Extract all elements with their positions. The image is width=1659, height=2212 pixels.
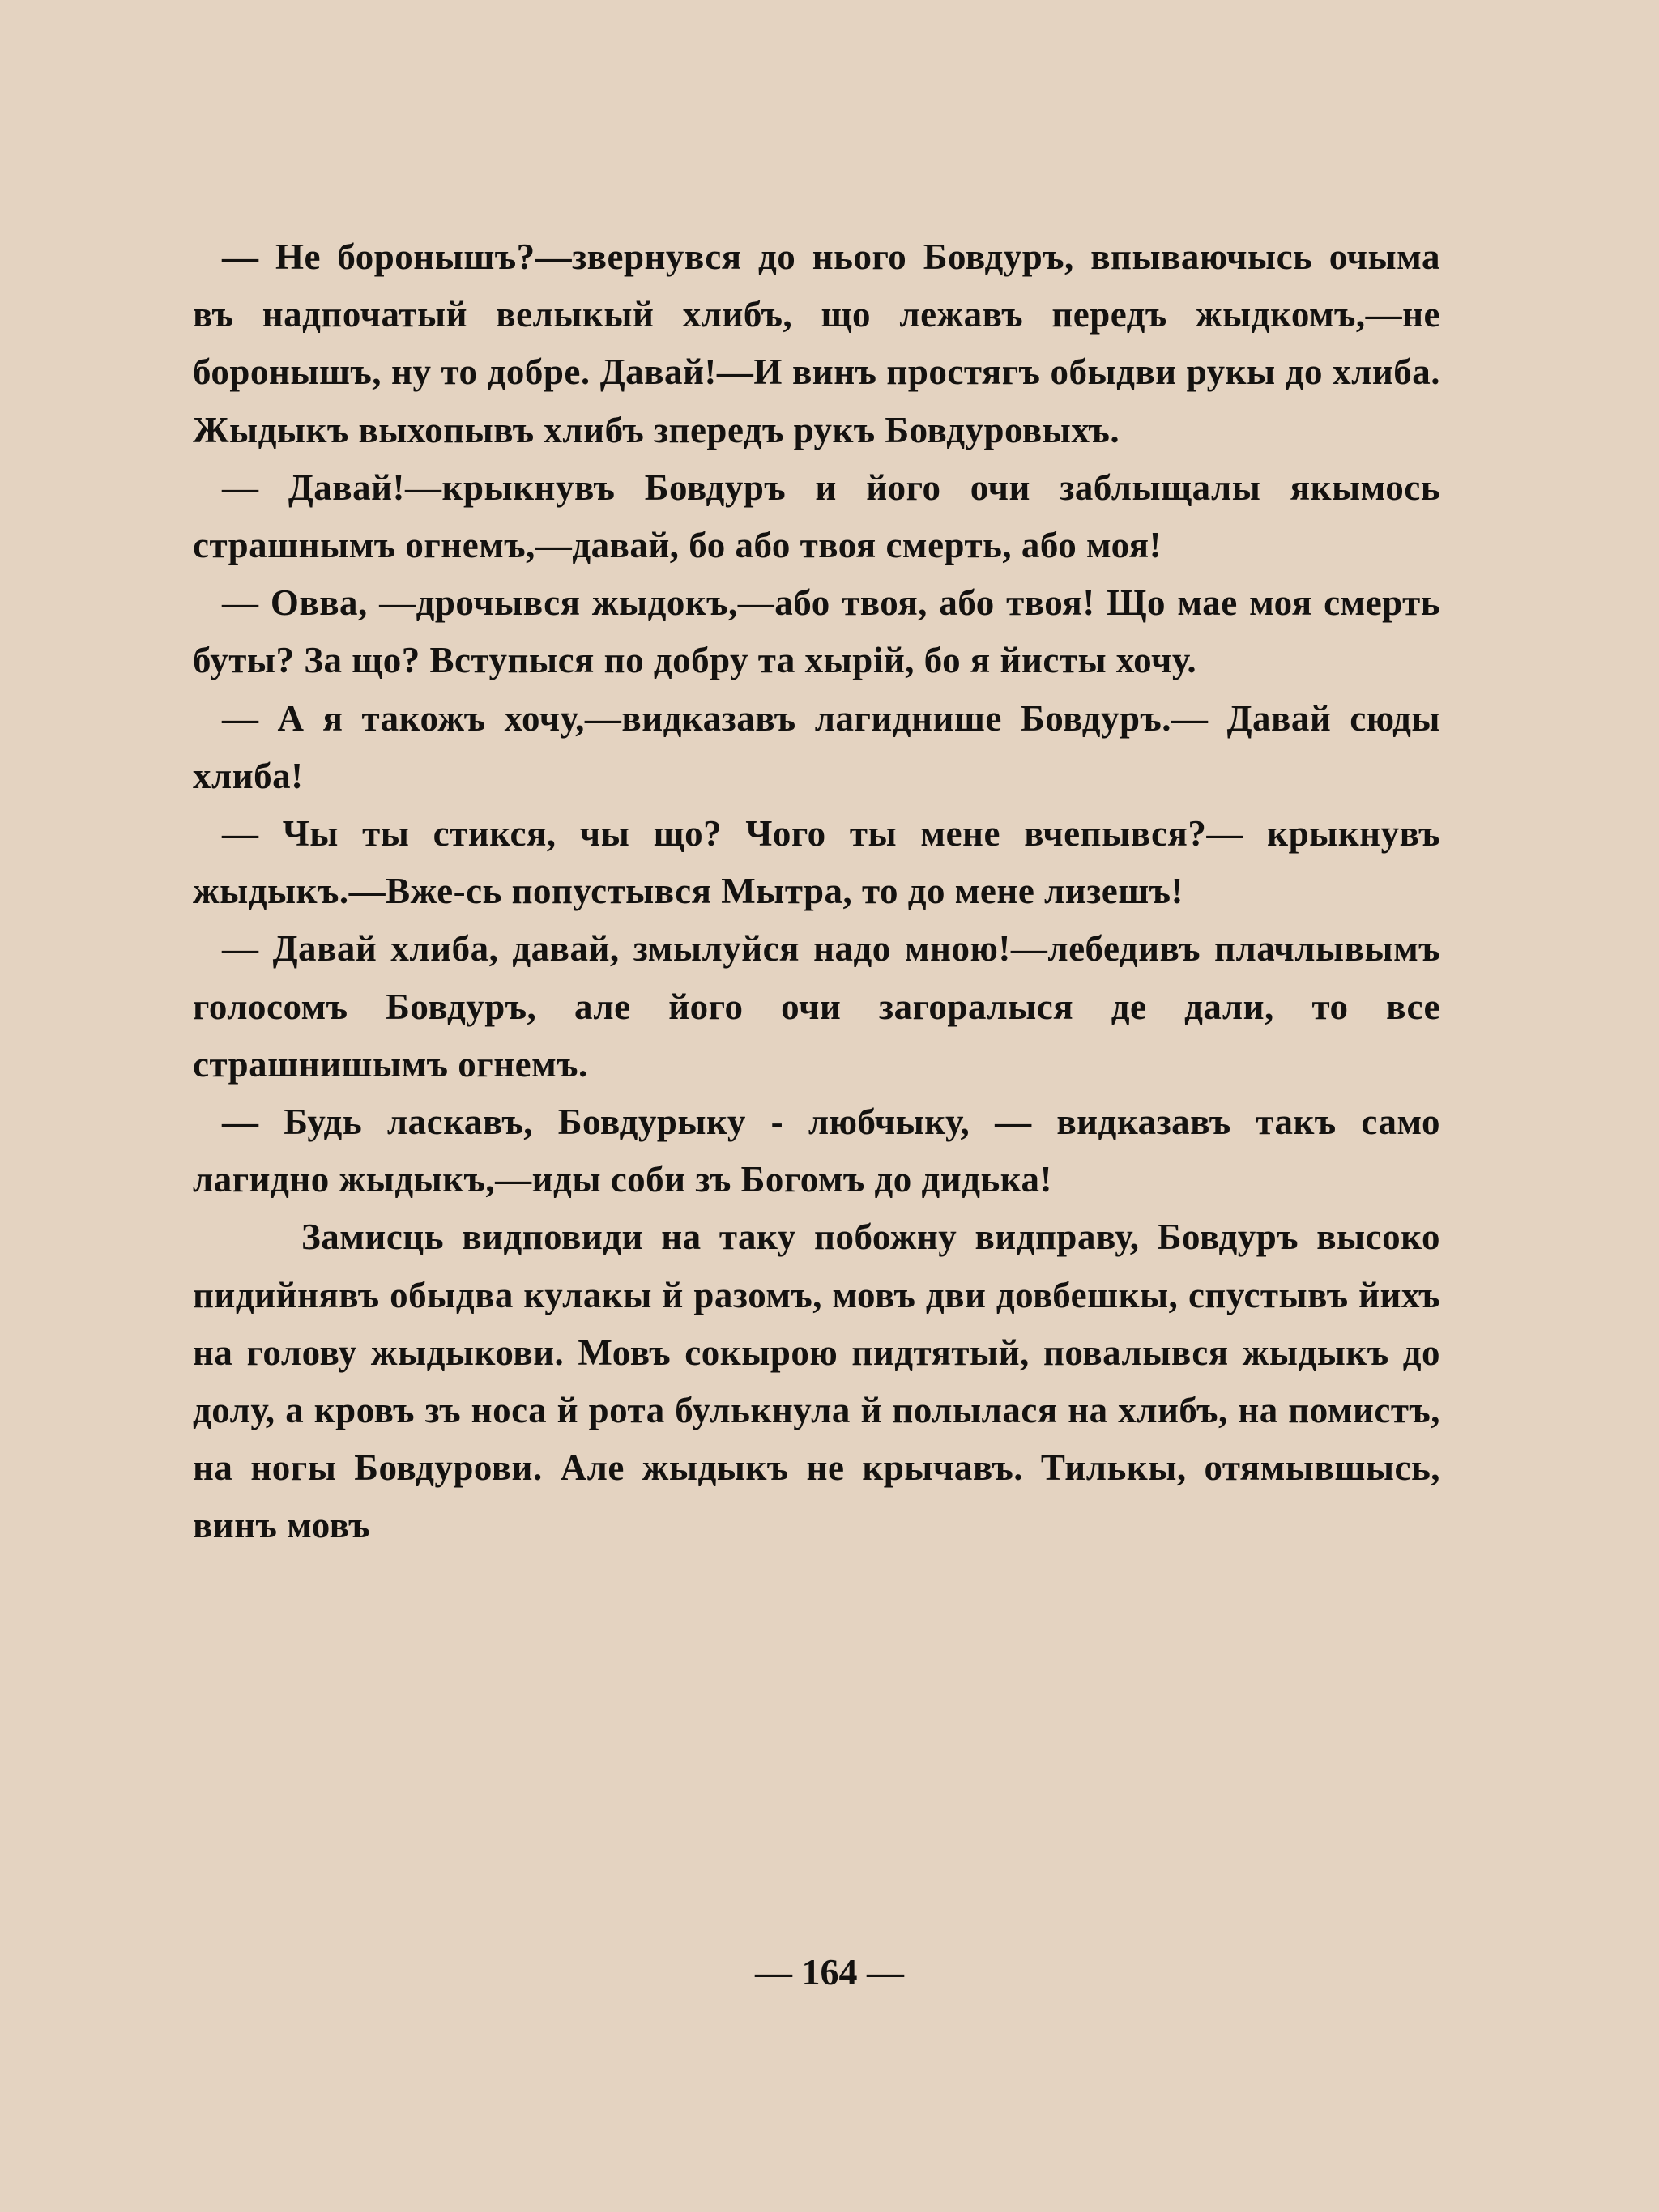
narrative-paragraph: Замисць видповиди на таку побожну видправу, Бовдуръ высоко пидийнявъ обыдва кулакы й разомъ, мовъ дви довбешкы, спустывъ йихъ на голову жыдыкови. Мовъ сокырою пидтятый, повалывся жыдыкъ до долу, а кровъ зъ носа й рота булькнула й полылася на хлибъ, на помистъ, на ногы Бовдурови. Але жыдыкъ не крычавъ. Тилькы, отямывшысь, винъ мовъ xyxy=(193,1217,1440,1546)
dialogue-paragraph-7: — Будь ласкавъ, Бовдурыку - любчыку, — видказавъ такъ само лагидно жыдыкъ,—иды соби зъ Богомъ до дидька! xyxy=(193,1102,1440,1200)
dialogue-paragraph-5: — Чы ты стикся, чы що? Чого ты мене вчепывся?— крыкнувъ жыдыкъ.—Вже-сь попустывся Мытра, то до мене лизешъ! xyxy=(193,813,1440,912)
dialogue-paragraph-3: — Овва, —дрочывся жыдокъ,—або твоя, або твоя! Що мае моя смерть буты? За що? Вступыся по добру та хырій, бо я йисты хочу. xyxy=(193,582,1440,681)
page-number: — 164 — xyxy=(755,1951,904,1993)
dialogue-paragraph-4: — А я такожъ хочу,—видказавъ лагиднише Бовдуръ.— Давай сюды хлиба! xyxy=(193,697,1440,796)
page-body-text xyxy=(193,228,1440,1555)
dialogue-paragraph-2: — Давай!—крыкнувъ Бовдуръ и його очи заблыщалы якымось страшнымъ огнемъ,—давай, бо або твоя смерть, або моя! xyxy=(193,467,1440,566)
dialogue-paragraph-6: — Давай хлиба, давай, змылуйся надо мною!—лебедивъ плачлывымъ голосомъ Бовдуръ, але його очи загоралыся де дали, то все страшнишымъ огнемъ. xyxy=(193,928,1440,1085)
dialogue-paragraph-1: — Не боронышъ?—звернувся до нього Бовдуръ, впываючысь очыма въ надпочатый велыкый хлибъ, що лежавъ передъ жыдкомъ,—не боронышъ, ну то добре. Давай!—И винъ простягъ обыдви рукы до хлиба. Жыдыкъ выхопывъ хлибъ зпередъ рукъ Бовдуровыхъ. xyxy=(193,237,1440,450)
